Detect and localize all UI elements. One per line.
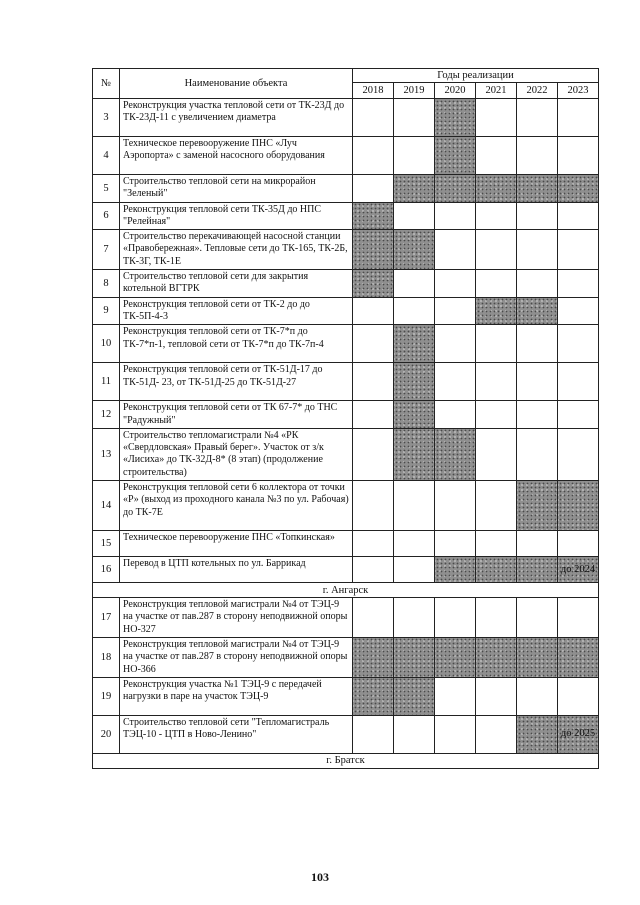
year-cell [353, 481, 394, 531]
year-cell [353, 557, 394, 583]
city-label: г. Братск [93, 753, 599, 768]
year-cell [353, 715, 394, 753]
year-cell [435, 715, 476, 753]
year-cell [558, 637, 599, 677]
row-number: 18 [93, 637, 120, 677]
year-header: 2020 [435, 83, 476, 99]
year-cell [435, 137, 476, 175]
year-cell [476, 363, 517, 401]
year-cell [476, 677, 517, 715]
table-row [93, 557, 599, 583]
year-cell [517, 428, 558, 480]
year-cell [353, 325, 394, 363]
row-number: 4 [93, 137, 120, 175]
year-cell [558, 428, 599, 480]
year-cell [394, 325, 435, 363]
year-cell [394, 401, 435, 429]
year-cell [435, 99, 476, 137]
year-cell [435, 270, 476, 298]
row-number: 7 [93, 230, 120, 270]
year-cell [353, 531, 394, 557]
year-cell [517, 637, 558, 677]
table-row [93, 531, 599, 557]
year-cell [435, 230, 476, 270]
year-cell [558, 270, 599, 298]
year-cell [353, 363, 394, 401]
year-cell [353, 137, 394, 175]
year-cell [435, 557, 476, 583]
row-number: 8 [93, 270, 120, 298]
table-header [93, 69, 599, 99]
row-number: 19 [93, 677, 120, 715]
year-cell [435, 531, 476, 557]
city-section-row [93, 753, 599, 768]
object-name: Реконструкция тепловой магистрали №4 от ТЭЦ-9 на участке от пав.287 в сторону неподвижной опоры НО-366 [120, 637, 353, 677]
object-name: Строительство тепловой сети на микрорайон "Зеленый" [120, 175, 353, 203]
row-number: 13 [93, 428, 120, 480]
row-number: 11 [93, 363, 120, 401]
year-cell [476, 481, 517, 531]
table-row [93, 175, 599, 203]
row-number: 6 [93, 202, 120, 230]
year-cell [517, 677, 558, 715]
object-name: Реконструкция тепловой сети ТК-35Д до НПС "Релейная" [120, 202, 353, 230]
year-cell [353, 401, 394, 429]
year-cell [476, 230, 517, 270]
year-header: 2022 [517, 83, 558, 99]
year-cell [353, 175, 394, 203]
year-cell [435, 363, 476, 401]
year-cell [517, 481, 558, 531]
year-cell [353, 637, 394, 677]
page-number: 103 [311, 870, 329, 884]
object-name: Перевод в ЦТП котельных по ул. Баррикад [120, 557, 353, 583]
year-cell [476, 715, 517, 753]
year-header: 2023 [558, 83, 599, 99]
city-label: г. Ангарск [93, 583, 599, 598]
year-cell [476, 202, 517, 230]
year-cell [476, 557, 517, 583]
object-name: Техническое перевооружение ПНС «Луч Аэропорта» с заменой насосного оборудования [120, 137, 353, 175]
year-cell [517, 531, 558, 557]
row-number: 3 [93, 99, 120, 137]
year-cell [476, 401, 517, 429]
year-cell [394, 175, 435, 203]
object-name: Строительство тепловой сети "Тепломагистраль ТЭЦ-10 - ЦТП в Ново-Ленино" [120, 715, 353, 753]
year-cell [476, 598, 517, 638]
row-number: 14 [93, 481, 120, 531]
year-cell [394, 677, 435, 715]
row-number: 9 [93, 297, 120, 325]
table-row [93, 401, 599, 429]
table-body [93, 99, 599, 769]
year-cell [517, 598, 558, 638]
year-cell [353, 230, 394, 270]
year-cell [558, 598, 599, 638]
year-cell [558, 99, 599, 137]
year-cell [558, 531, 599, 557]
year-cell [353, 99, 394, 137]
year-cell [517, 557, 558, 583]
table-row [93, 715, 599, 753]
year-cell [558, 363, 599, 401]
year-cell [394, 428, 435, 480]
table-row [93, 428, 599, 480]
year-cell [558, 677, 599, 715]
year-header: 2021 [476, 83, 517, 99]
year-cell [558, 481, 599, 531]
year-cell [353, 202, 394, 230]
year-cell [476, 137, 517, 175]
year-cell [517, 363, 558, 401]
year-cell [394, 481, 435, 531]
table-row [93, 677, 599, 715]
year-cell [435, 481, 476, 531]
object-name: Реконструкция тепловой сети от ТК-51Д-17 до ТК-51Д- 23, от ТК-51Д-25 до ТК-51Д-27 [120, 363, 353, 401]
year-cell [353, 598, 394, 638]
object-name-column-header: Наименование объекта [120, 69, 353, 99]
year-cell [517, 137, 558, 175]
year-cell [517, 230, 558, 270]
table-row [93, 99, 599, 137]
year-cell [476, 637, 517, 677]
object-name: Реконструкция тепловой сети от ТК-2 до до ТК-5П-4-3 [120, 297, 353, 325]
years-group-header: Годы реализации [353, 69, 599, 83]
object-name: Реконструкция тепловой магистрали №4 от ТЭЦ-9 на участке от пав.287 в сторону неподвижной опоры НО-327 [120, 598, 353, 638]
year-header: 2019 [394, 83, 435, 99]
row-number: 16 [93, 557, 120, 583]
object-name: Реконструкция тепловой сети 6 коллектора от точки «Р» (выход из проходного канала №3 по ул. Рабочая) до ТК-7Е [120, 481, 353, 531]
year-cell [353, 297, 394, 325]
year-cell [476, 175, 517, 203]
table-row [93, 270, 599, 298]
table-row [93, 363, 599, 401]
year-cell [517, 175, 558, 203]
table-row [93, 230, 599, 270]
year-cell [558, 325, 599, 363]
table-row [93, 137, 599, 175]
row-number: 5 [93, 175, 120, 203]
row-number: 15 [93, 531, 120, 557]
table-row [93, 297, 599, 325]
object-name: Реконструкция тепловой сети от ТК-7*п до ТК-7*п-1, тепловой сети от ТК-7*п до ТК-7п-4 [120, 325, 353, 363]
year-cell [435, 677, 476, 715]
year-cell [394, 531, 435, 557]
year-cell [435, 297, 476, 325]
year-cell [558, 202, 599, 230]
year-cell [394, 230, 435, 270]
year-cell [476, 531, 517, 557]
object-name: Реконструкция тепловой сети от ТК 67-7* до ТНС "Радужный" [120, 401, 353, 429]
year-cell [517, 715, 558, 753]
year-cell [394, 637, 435, 677]
year-cell [517, 297, 558, 325]
row-number: 20 [93, 715, 120, 753]
object-name: Реконструкция участка тепловой сети от ТК-23Д до ТК-23Д-11 с увеличением диаметра [120, 99, 353, 137]
object-name: Строительство перекачивающей насосной станции «Правобережная». Тепловые сети до ТК-165, ТК-2Б, ТК-3Г, ТК-1Е [120, 230, 353, 270]
year-cell [558, 297, 599, 325]
year-cell [353, 428, 394, 480]
year-cell [558, 175, 599, 203]
year-header: 2018 [353, 83, 394, 99]
year-cell [394, 297, 435, 325]
year-cell [476, 99, 517, 137]
year-cell [353, 270, 394, 298]
year-cell [394, 557, 435, 583]
object-name: Строительство тепломагистрали №4 «РК «Свердловская» Правый берег». Участок от з/к «Лисиха» до ТК-32Д-8* (8 этап) (продолжение строительства) [120, 428, 353, 480]
table-row [93, 481, 599, 531]
year-cell [476, 428, 517, 480]
object-name: Строительство тепловой сети для закрытия котельной ВГТРК [120, 270, 353, 298]
year-cell [476, 325, 517, 363]
year-cell [435, 325, 476, 363]
object-name: Техническое перевооружение ПНС «Топкинская» [120, 531, 353, 557]
year-cell [476, 270, 517, 298]
year-cell [394, 598, 435, 638]
row-number: 17 [93, 598, 120, 638]
year-cell [517, 325, 558, 363]
year-cell [353, 677, 394, 715]
year-cell [394, 270, 435, 298]
row-number: 12 [93, 401, 120, 429]
year-cell [476, 297, 517, 325]
number-column-header: № [93, 69, 120, 99]
implementation-schedule-table [92, 68, 599, 769]
city-section-row [93, 583, 599, 598]
year-cell [435, 428, 476, 480]
year-cell [394, 202, 435, 230]
year-cell [435, 202, 476, 230]
year-cell [558, 137, 599, 175]
year-cell [394, 137, 435, 175]
year-cell [558, 401, 599, 429]
table-row [93, 202, 599, 230]
year-cell [435, 598, 476, 638]
year-cell [517, 202, 558, 230]
table-row [93, 637, 599, 677]
year-cell [558, 230, 599, 270]
year-cell [394, 99, 435, 137]
year-cell [517, 401, 558, 429]
row-number: 10 [93, 325, 120, 363]
deadline-note: до 2024 [558, 557, 599, 583]
year-cell [517, 270, 558, 298]
object-name: Реконструкция участка №1 ТЭЦ-9 с передачей нагрузки в паре на участок ТЭЦ-9 [120, 677, 353, 715]
table-row [93, 598, 599, 638]
year-cell [394, 363, 435, 401]
year-cell [517, 99, 558, 137]
year-cell [435, 401, 476, 429]
year-cell [435, 175, 476, 203]
year-cell [435, 637, 476, 677]
year-cell [394, 715, 435, 753]
deadline-note: до 2025 [558, 715, 599, 753]
table-row [93, 325, 599, 363]
